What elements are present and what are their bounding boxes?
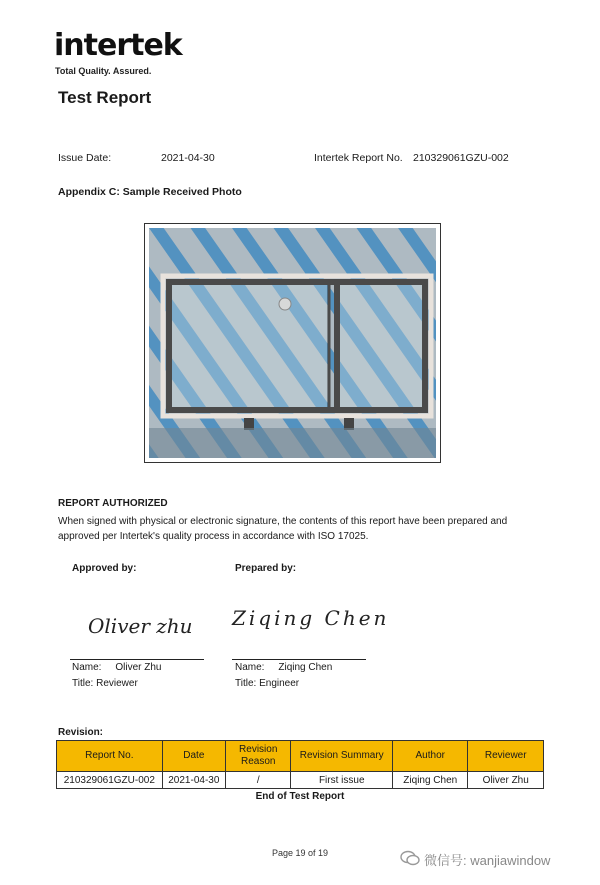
approved-by-label: Approved by:	[72, 563, 137, 574]
approver-info	[72, 660, 161, 692]
approver-name-label: Name:	[72, 662, 102, 673]
issue-date-value: 2021-04-30	[161, 152, 215, 164]
revision-heading: Revision:	[58, 727, 104, 738]
revision-header-row	[57, 741, 544, 772]
watermark-text: 微信号: wanjiawindow	[424, 853, 551, 868]
preparer-title: Engineer	[259, 678, 300, 689]
header-revision-reason: Revision Reason	[226, 741, 291, 772]
cell-author: Ziqing Chen	[393, 772, 468, 789]
authorization-text: When signed with physical or electronic signature, the contents of this report have been prepared and approved per Intertek's quality process in accordance with ISO 17025.	[58, 516, 508, 542]
page-number: Page 19 of 19	[271, 848, 329, 858]
cell-revision-reason: /	[226, 772, 291, 789]
approver-name: Oliver Zhu	[115, 662, 162, 673]
window-sample-image	[149, 228, 436, 458]
cell-reviewer: Oliver Zhu	[468, 772, 544, 789]
table-row	[57, 772, 544, 789]
approver-signature: Oliver zhu	[88, 614, 193, 638]
header-author: Author	[393, 741, 468, 772]
cell-date: 2021-04-30	[162, 772, 225, 789]
issue-date-label: Issue Date:	[58, 152, 112, 164]
cell-revision-summary: First issue	[291, 772, 393, 789]
report-no-label: Intertek Report No.	[314, 152, 403, 164]
approver-title-label: Title:	[72, 678, 94, 689]
appendix-title: Appendix C: Sample Received Photo	[58, 186, 242, 198]
header-report-no: Report No.	[57, 741, 163, 772]
sample-photo	[144, 223, 441, 463]
end-of-report: End of Test Report	[255, 791, 345, 802]
report-no-value: 210329061GZU-002	[413, 152, 509, 164]
preparer-name-label: Name:	[235, 662, 265, 673]
preparer-signature: Ziqing Chen	[232, 606, 390, 630]
intertek-logo: intertek	[54, 28, 182, 63]
header-date: Date	[162, 741, 225, 772]
header-reviewer: Reviewer	[468, 741, 544, 772]
preparer-info	[235, 660, 332, 692]
cell-report-no: 210329061GZU-002	[57, 772, 163, 789]
report-title: Test Report	[58, 88, 152, 107]
revision-table	[56, 740, 544, 789]
logo-tagline: Total Quality. Assured.	[55, 66, 152, 76]
wechat-icon	[400, 850, 420, 869]
header-revision-summary: Revision Summary	[291, 741, 393, 772]
prepared-by-label: Prepared by:	[235, 563, 297, 574]
wechat-watermark	[400, 850, 550, 869]
preparer-name: Ziqing Chen	[278, 662, 333, 673]
approver-title: Reviewer	[96, 678, 138, 689]
authorization-heading: REPORT AUTHORIZED	[58, 498, 168, 509]
preparer-title-label: Title:	[235, 678, 257, 689]
